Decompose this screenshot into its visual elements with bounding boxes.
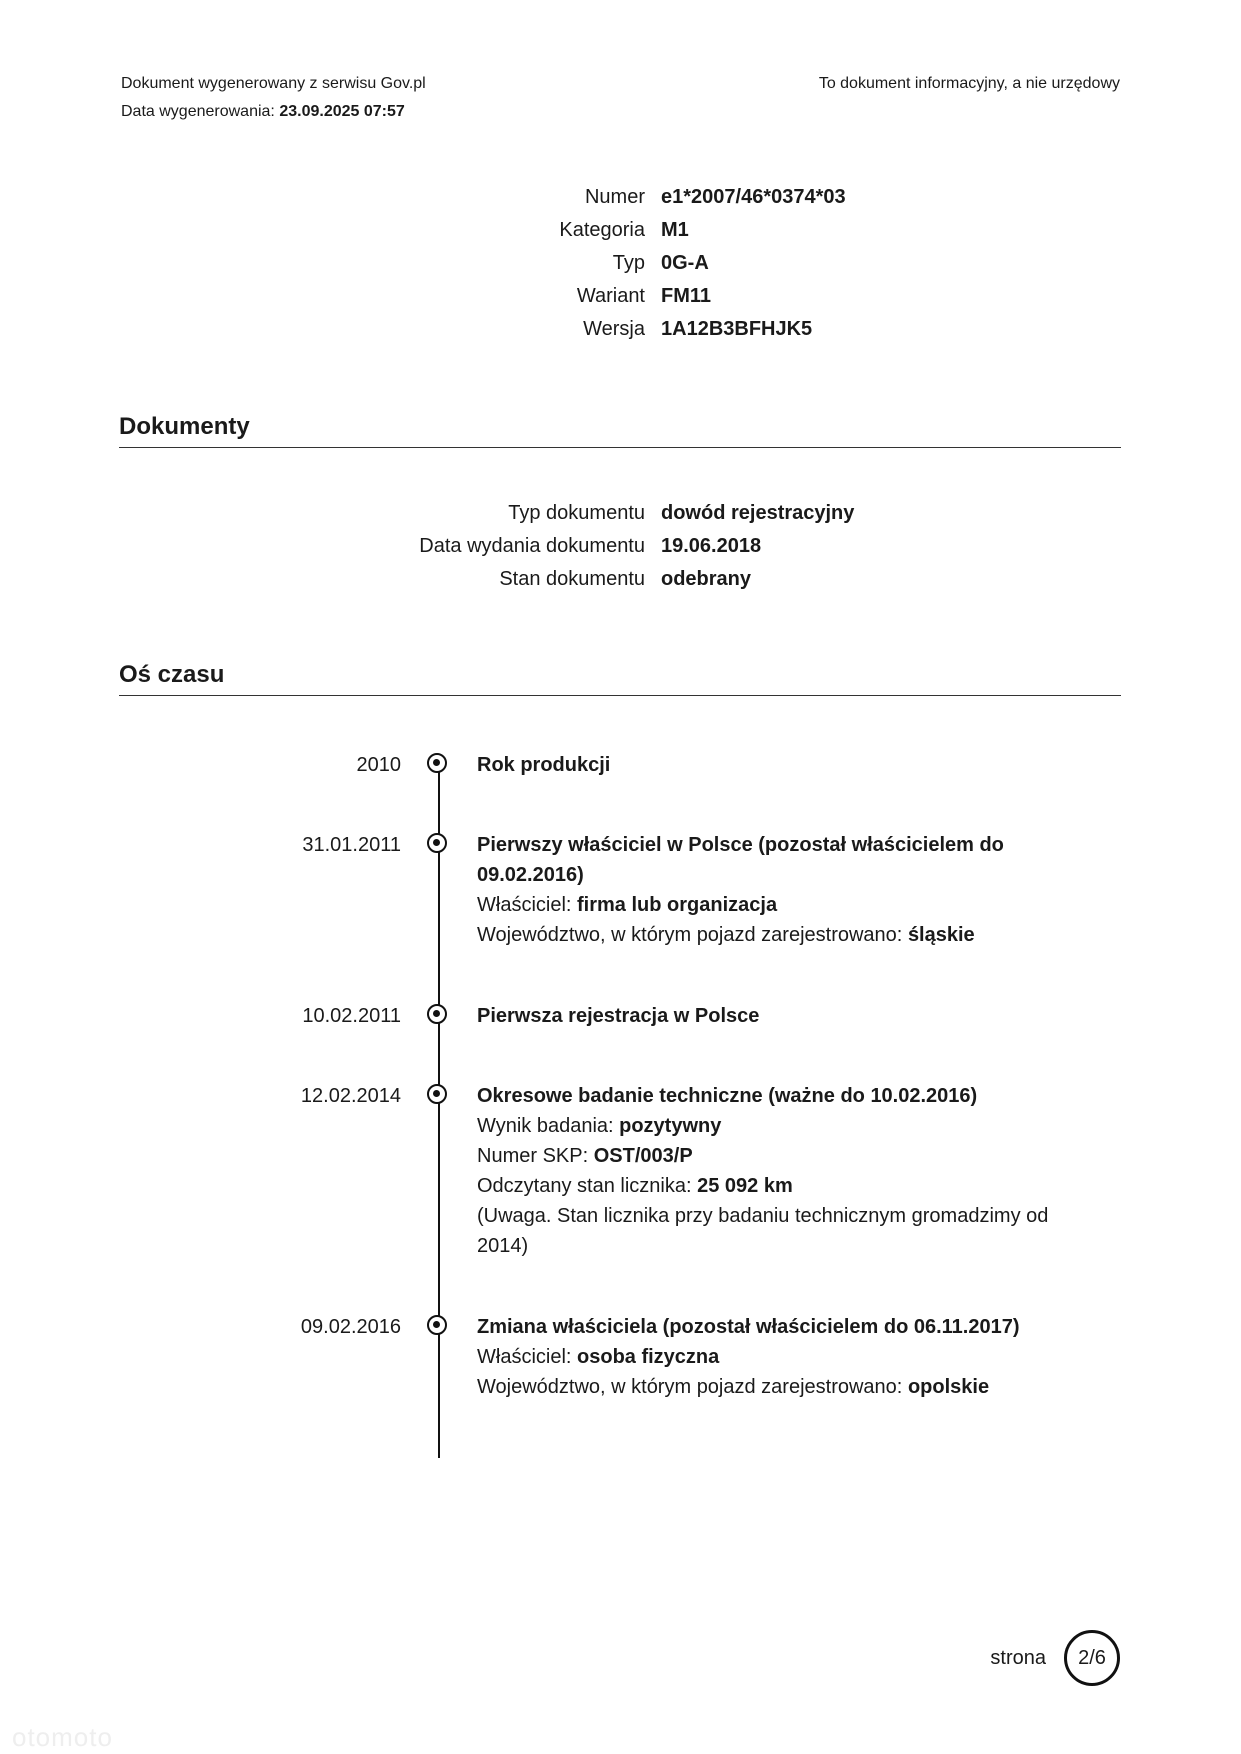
timeline-detail [477,1171,1067,1201]
page-number-badge [1064,1630,1120,1686]
timeline-title: Okresowe badanie techniczne (ważne do 10.02.2016) [477,1085,978,1107]
homologation-value: FM11 [661,285,712,307]
documents-section-title: Dokumenty [119,413,1121,448]
detail-label: Województwo, w którym pojazd zarejestrowano: [477,1376,903,1398]
timeline-date: 10.02.2011 [302,1005,401,1027]
document-value: odebrany [661,568,752,590]
homologation-label: Kategoria [559,219,645,241]
timeline-title: Rok produkcji [477,754,611,776]
homologation-label: Typ [612,252,645,274]
detail-value: OST/003/P [593,1145,693,1167]
detail-value: śląskie [907,924,975,946]
timeline-body [477,1312,1067,1402]
timeline-body [477,1001,1067,1031]
disclaimer-text: To dokument informacyjny, a nie urzędowy [818,75,1120,92]
page-number: 2/6 [1078,1646,1106,1669]
detail-value: pozytywny [619,1115,722,1137]
homologation-value: M1 [661,219,689,241]
timeline-detail [477,920,1067,950]
homologation-value: 1A12B3BFHJK5 [661,318,813,340]
timeline-title: Pierwsza rejestracja w Polsce [477,1005,760,1027]
timeline-date: 31.01.2011 [302,834,401,856]
timeline-title: Pierwszy właściciel w Polsce (pozostał właścicielem do 09.02.2016) [477,834,1004,886]
documents-block [0,502,1241,601]
timeline-dot-icon [427,1315,447,1335]
detail-label: Odczytany stan licznika: [477,1175,692,1197]
timeline-title: Zmiana właściciela (pozostał właścicielem do 06.11.2017) [477,1316,1020,1338]
timeline-detail [477,890,1067,920]
detail-value: osoba fizyczna [577,1346,720,1368]
document-value: dowód rejestracyjny [661,502,855,524]
detail-label: Właściciel: [477,894,572,916]
homologation-row [0,186,1241,219]
timeline-detail [477,1342,1067,1372]
timeline-detail [477,1111,1067,1141]
generated-date-value: 23.09.2025 07:57 [279,103,405,120]
generated-date-line [121,98,426,126]
timeline-dot-icon [427,833,447,853]
homologation-row [0,252,1241,285]
timeline-body [477,750,1067,780]
homologation-row [0,219,1241,252]
homologation-label: Wersja [583,318,645,340]
timeline-body [477,830,1067,950]
detail-value: 25 092 km [697,1175,793,1197]
detail-label: Właściciel: [477,1346,572,1368]
homologation-row [0,285,1241,318]
detail-label: Województwo, w którym pojazd zarejestrowano: [477,924,903,946]
homologation-label: Numer [584,186,645,208]
timeline-body [477,1081,1067,1261]
timeline-dot-icon [427,1004,447,1024]
document-header-left [121,70,426,126]
document-label: Stan dokumentu [499,568,645,590]
document-label: Typ dokumentu [508,502,645,524]
generated-from-text: Dokument wygenerowany z serwisu Gov.pl [121,75,426,92]
detail-label: Numer SKP: [477,1145,589,1167]
detail-value: opolskie [907,1376,990,1398]
document-value: 19.06.2018 [661,535,762,557]
timeline-note: (Uwaga. Stan licznika przy badaniu technicznym gromadzimy od 2014) [477,1205,1049,1257]
page-footer [990,1628,1120,1688]
homologation-value: e1*2007/46*0374*03 [661,186,846,208]
homologation-row [0,318,1241,351]
timeline-section-title: Oś czasu [119,661,1121,696]
timeline-detail [477,1372,1067,1402]
detail-value: firma lub organizacja [577,894,778,916]
homologation-block [0,186,1241,351]
timeline-dot-icon [427,753,447,773]
detail-label: Wynik badania: [477,1115,614,1137]
timeline-dot-icon [427,1084,447,1104]
timeline-axis [438,764,440,1458]
watermark-logo: otomoto [12,1722,113,1752]
document-row [0,568,1241,601]
timeline-detail [477,1141,1067,1171]
document-label: Data wydania dokumentu [419,535,645,557]
document-row [0,535,1241,568]
page-label: strona [990,1646,1046,1669]
homologation-value: 0G-A [661,252,709,274]
homologation-label: Wariant [576,285,645,307]
generated-date-label: Data wygenerowania: [121,103,275,120]
document-row [0,502,1241,535]
timeline-date: 12.02.2014 [300,1085,401,1107]
timeline-date: 2010 [356,754,401,776]
timeline-date: 09.02.2016 [300,1316,401,1338]
